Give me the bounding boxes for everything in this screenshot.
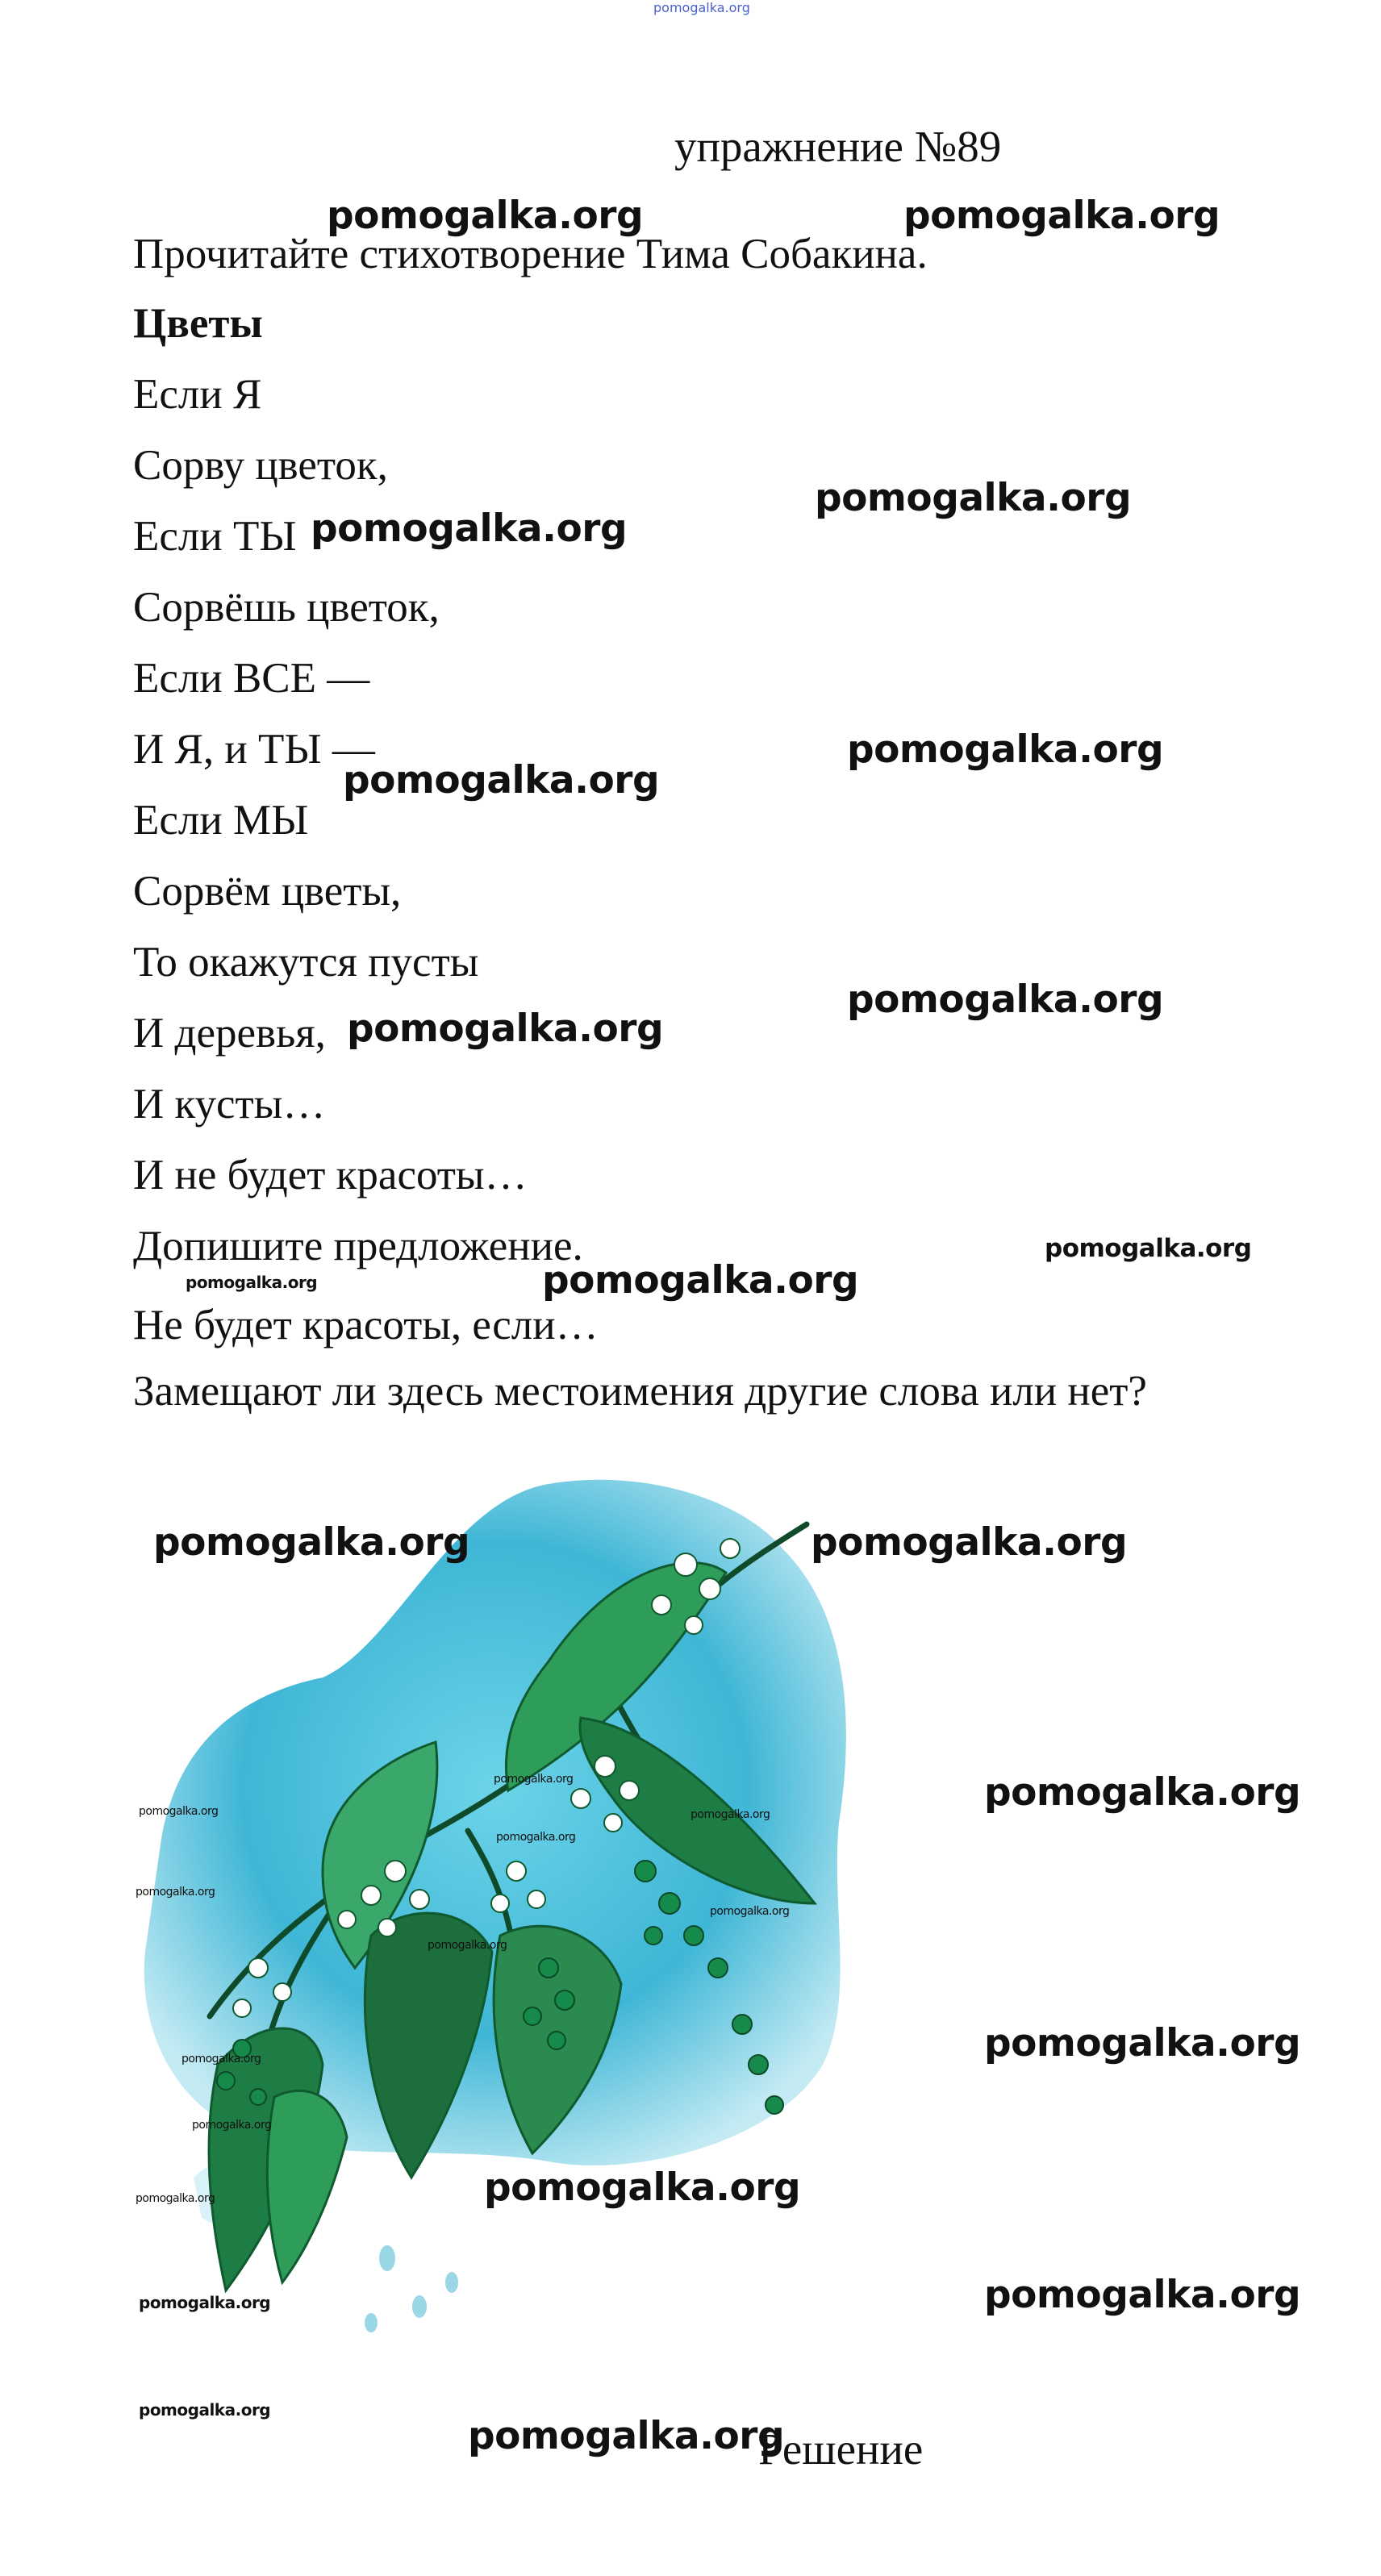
watermark: pomogalka.org [136,1886,215,1899]
watermark: pomogalka.org [139,1805,219,1818]
watermark: pomogalka.org [710,1905,790,1918]
watermark: pomogalka.org [903,194,1220,238]
watermark: pomogalka.org [327,194,644,238]
watermark: pomogalka.org [984,1770,1301,1815]
intro-text: Прочитайте стихотворение Тима Собакина. [133,231,928,277]
poem-line: То окажутся пусты [133,939,479,986]
watermark: pomogalka.org [984,2021,1301,2065]
water-drops [365,2245,458,2332]
poem-line: И кусты… [133,1081,326,1128]
sentence-text: Не будет красоты, если… [133,1302,599,1348]
watermark: pomogalka.org [496,1831,576,1844]
watermark: pomogalka.org [153,1520,470,1565]
watermark: pomogalka.org [815,476,1132,520]
poem-line: Сорвём цветы, [133,868,402,915]
watermark: pomogalka.org [690,1808,770,1821]
poem-line: И деревья, [133,1010,326,1057]
site-url-top[interactable]: pomogalka.org [653,0,750,15]
watermark: pomogalka.org [1045,1234,1252,1263]
poem-line: Если Я [133,371,262,418]
watermark: pomogalka.org [494,1773,574,1786]
watermark: pomogalka.org [181,2053,261,2065]
poem-title: Цветы [133,300,263,347]
watermark: pomogalka.org [984,2273,1301,2317]
watermark: pomogalka.org [139,2400,271,2420]
watermark: pomogalka.org [811,1520,1128,1565]
exercise-title: упражнение №89 [674,122,1002,171]
instruction-text: Допишите предложение. [133,1223,583,1269]
poem-line: Если ТЫ [133,513,297,560]
watermark: pomogalka.org [136,2192,215,2205]
watermark: pomogalka.org [484,2165,801,2210]
question-text: Замещают ли здесь местоимения другие слова или нет? [133,1368,1147,1415]
watermark: pomogalka.org [847,977,1164,1022]
poem-line: Если ВСЕ — [133,655,370,702]
watermark: pomogalka.org [468,2414,785,2458]
solution-label: Решение [758,2424,924,2474]
watermark: pomogalka.org [311,506,628,551]
watermark: pomogalka.org [847,727,1164,772]
watermark: pomogalka.org [186,1273,318,1292]
poem-line: И Я, и ТЫ — [133,726,375,773]
poem-line: Сорвёшь цветок, [133,584,440,631]
watermark: pomogalka.org [542,1258,859,1303]
poem-line: Если МЫ [133,797,309,844]
watermark: pomogalka.org [347,1007,664,1051]
watermark: pomogalka.org [428,1939,507,1952]
watermark: pomogalka.org [192,2119,272,2132]
poem-line: И не будет красоты… [133,1152,528,1198]
watermark: pomogalka.org [139,2293,271,2312]
watermark: pomogalka.org [343,758,660,802]
poem-line: Сорву цветок, [133,442,388,489]
